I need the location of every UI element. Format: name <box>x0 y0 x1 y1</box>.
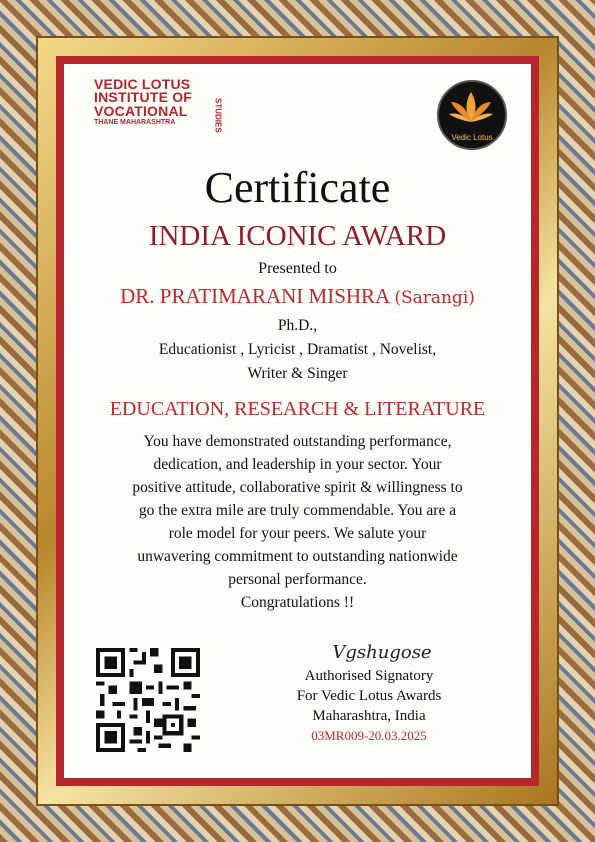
citation <box>80 430 515 614</box>
presented-to-label: Presented to <box>258 260 337 277</box>
citation-line: unwavering commitment to outstanding nationwide <box>137 548 458 565</box>
certificate-body <box>64 64 531 778</box>
signatory-block <box>254 666 484 746</box>
logo-line-4: THANE MAHARASHTRA <box>94 118 176 126</box>
logo-line-1: VEDIC LOTUS <box>94 76 191 92</box>
citation-line: dedication, and leadership in your sector. Your <box>153 456 442 473</box>
award-category: EDUCATION, RESEARCH & LITERATURE <box>109 398 486 420</box>
citation-line: personal performance. <box>228 571 367 588</box>
lotus-icon <box>447 88 495 128</box>
citation-line: Congratulations !! <box>240 594 355 611</box>
qualification-line: Writer & Singer <box>247 365 348 382</box>
certificate-code: 03MR009-20.03.2025 <box>311 728 427 743</box>
recipient-name: DR. PRATIMARANI MISHRA <box>120 284 390 308</box>
qualification-line: Educationist , Lyricist , Dramatist , Novelist, <box>158 341 437 358</box>
lotus-emblem <box>437 80 507 150</box>
citation-line: role model for your peers. We salute your <box>168 525 427 542</box>
award-name: INDIA ICONIC AWARD <box>148 220 447 252</box>
logo-side-text: STUDIES <box>213 98 223 133</box>
certificate-title: Certificate <box>204 163 391 212</box>
logo-line-3: VOCATIONAL <box>94 102 188 119</box>
signature-icon <box>302 636 462 666</box>
citation-line: go the extra mile are truly commendable. You are a <box>138 502 457 519</box>
recipient-alias: (Sarangi) <box>394 288 475 308</box>
svg-text:Vgshugose: Vgshugose <box>332 642 432 663</box>
signatory-organization: For Vedic Lotus Awards <box>296 688 442 704</box>
logo-line-2: INSTITUTE OF <box>94 89 193 106</box>
qr-code[interactable] <box>96 648 200 752</box>
qualification-line: Ph.D., <box>277 317 318 334</box>
signatory-title: Authorised Signatory <box>304 668 434 684</box>
citation-line: You have demonstrated outstanding performance, <box>143 433 452 450</box>
institute-logo <box>94 76 223 133</box>
emblem-caption: Vedic Lotus <box>451 133 493 142</box>
qualifications <box>64 314 531 386</box>
signatory-location: Maharashtra, India <box>312 708 426 724</box>
recipient-name-line <box>64 284 531 309</box>
citation-line: positive attitude, collaborative spirit & willingness to <box>132 479 463 496</box>
